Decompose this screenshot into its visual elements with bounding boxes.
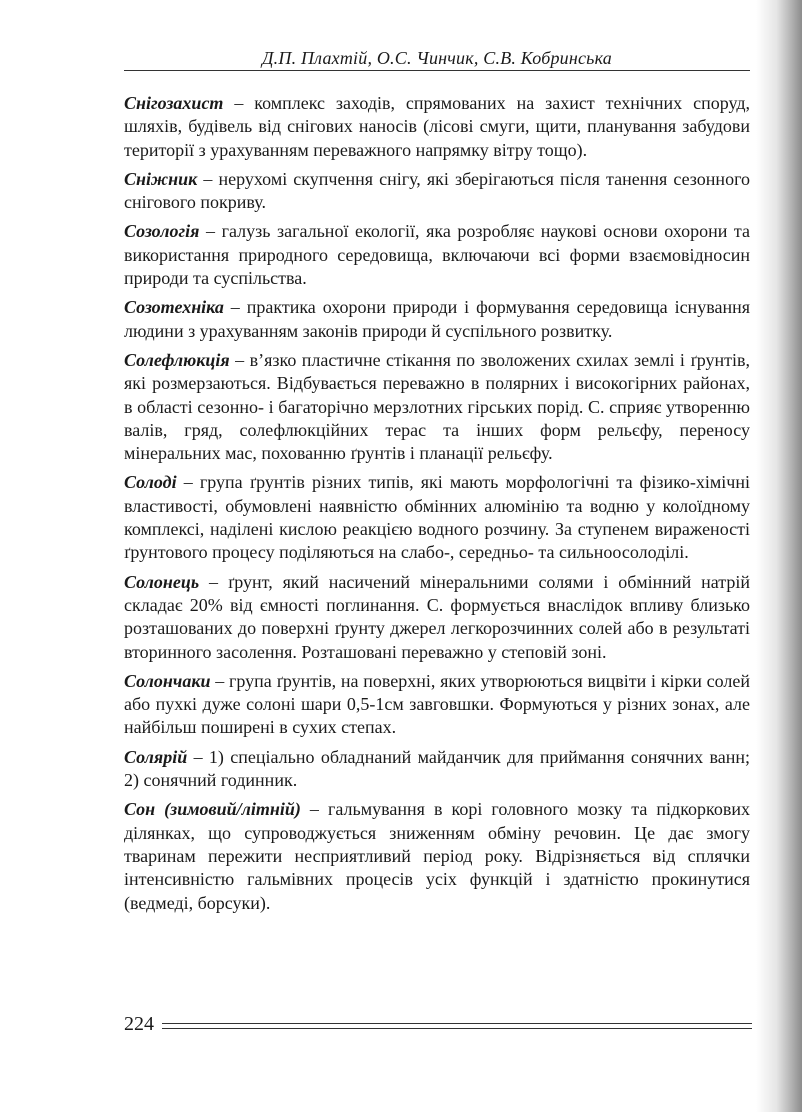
entry-definition: – група ґрунтів, на поверхні, яких утворюються вицвіти і кірки солей або пухкі дуже солоні шари 0,5-1см завговшки. Формуються у різних зонах, але найбільш поширені в сухих степах. xyxy=(124,670,750,738)
glossary-entry xyxy=(124,571,750,664)
entry-definition: – нерухомі скупчення снігу, які зберігаються після танення сезонного снігового покриву. xyxy=(124,168,750,213)
glossary-entry xyxy=(124,296,750,343)
entry-term: Созотехніка xyxy=(124,297,224,318)
page-footer xyxy=(124,1011,752,1037)
entry-term: Сніжник xyxy=(124,168,198,189)
entry-term: Солоді xyxy=(124,472,177,493)
entry-definition: – практика охорони природи і формування середовища існування людини з урахуванням законів природи й суспільного розвитку. xyxy=(124,297,750,341)
glossary-entry xyxy=(124,168,750,215)
entry-definition: – комплекс заходів, спрямованих на захист технічних споруд, шляхів, будівель від снігових наносів (лісові смуги, щити, планування забудови території з урахуванням переважного напрямку вітру тощо). xyxy=(124,93,750,160)
glossary-entry xyxy=(124,92,750,162)
entry-definition: – 1) спеціально обладнаний майданчик для приймання сонячних ванн; 2) сонячний годинник. xyxy=(124,746,750,791)
entry-definition: – в’язко пластичне стікання по зволожених схилах землі і ґрунтів, які розмерзаються. Відбувається переважно в полярних і високогірних районах, в області сезонно- і багаторічно мерзлотних гірських порід. С. сприяє утворенню валів, гряд, солефлюкційних терас та інших форм рельєфу, переносу мінеральних мас, похованню ґрунтів і планації рельєфу. xyxy=(124,349,750,464)
entry-definition: – гальмування в корі головного мозку та підкоркових ділянках, що супроводжується зниженням обміну речовин. Це дає змогу тваринам пережити несприятливий період року. Відрізняється від сплячки інтенсивністю гальмівних процесів усіх функцій і здатністю прокинутися (ведмеді, борсуки). xyxy=(124,799,750,913)
entry-term: Солонець xyxy=(124,571,200,592)
entry-term: Солярій xyxy=(124,746,188,767)
running-header xyxy=(124,48,750,71)
glossary-entry xyxy=(124,670,750,740)
page-edge-shadow xyxy=(756,0,802,1112)
entry-definition: – група ґрунтів різних типів, які мають морфологічні та фізико-хімічні властивості, обумовлені наявністю обмінних алюмінію та водню у колоїдному комплексі, наділені кислою реакцією водного розчину. За ступенем вираженості ґрунтового процесу поділяються на слабо-, середньо- та сильноосолоділі. xyxy=(124,472,750,563)
glossary-entry xyxy=(124,349,750,465)
glossary-entry xyxy=(124,220,750,290)
entry-term: Сон (зимовий/літній) xyxy=(124,799,301,820)
entry-term: Солончаки xyxy=(124,670,211,691)
entry-term: Созологія xyxy=(124,221,200,242)
page-number: 224 xyxy=(124,1013,154,1035)
glossary-content xyxy=(124,92,750,921)
entry-definition: – галузь загальної екології, яка розробляє наукові основи охорони та використання природного середовища, включаючи всі форми взаємовідносин природи та суспільства. xyxy=(124,221,750,289)
footer-double-rule xyxy=(162,1023,752,1029)
header-authors: Д.П. Плахтій, О.С. Чинчик, С.В. Кобринська xyxy=(262,48,612,68)
entry-term: Снігозахист xyxy=(124,93,224,113)
entry-term: Солефлюкція xyxy=(124,349,230,370)
glossary-entry xyxy=(124,746,750,793)
glossary-entry xyxy=(124,798,750,914)
glossary-entry xyxy=(124,471,750,564)
entry-definition: – ґрунт, який насичений мінеральними солями і обмінний натрій складає 20% від ємності поглинання. С. формується внаслідок впливу близько розташованих до поверхні ґрунту джерел легкорозчинних солей або в результаті вторинного засолення. Розташовані переважно у степовій зоні. xyxy=(124,571,750,662)
